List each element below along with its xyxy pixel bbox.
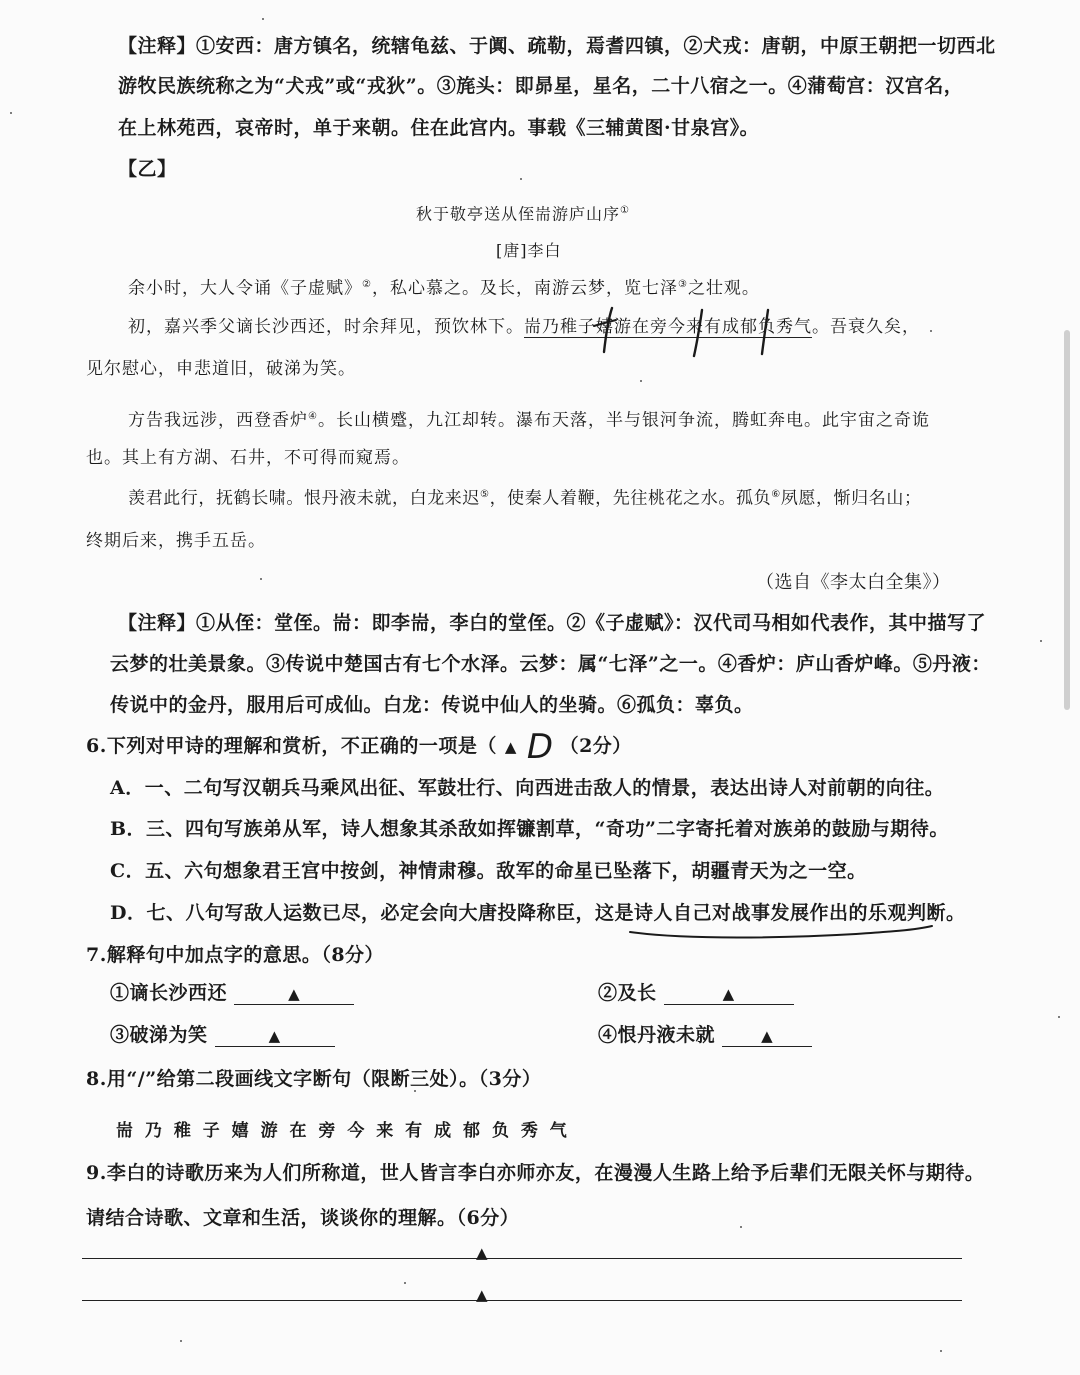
q7-answer-blank-2[interactable]: ▲ xyxy=(664,983,794,1005)
q9-answer-line-1[interactable] xyxy=(82,1258,962,1259)
scan-speck xyxy=(1058,1016,1060,1018)
scan-speck xyxy=(740,1226,742,1228)
passage-source: （选自《李太白全集》） xyxy=(756,572,951,593)
passage-author: [唐]李白 xyxy=(496,241,562,260)
yi-note-line-1: 【注释】①从侄：堂侄。耑：即李耑，李白的堂侄。②《子虚赋》：汉代司马相如代表作，其中描写了 xyxy=(118,612,987,634)
jia-note-line-2: 游牧民族统称之为“犬戎”或“戎狄”。③旄头：即昴星，星名，二十八宿之一。④蒲萄宫：汉宫名， xyxy=(118,75,964,97)
scan-speck xyxy=(404,1282,406,1284)
handwritten-slash-marks xyxy=(590,300,790,360)
handwritten-answer: D xyxy=(526,727,554,767)
yi-note-line-3: 传说中的金丹，服用后可成仙。白龙：传说中仙人的坐骑。⑥孤负：辜负。 xyxy=(110,694,754,716)
section-label-yi: 【乙】 xyxy=(118,158,177,180)
q7-item-2: ②及长 ▲ xyxy=(598,980,794,1006)
scrollbar[interactable] xyxy=(1064,330,1070,710)
passage-paragraph-4-line-1: 羡君此行，抚鹤长啸。恨丹液未就，白龙来迟⑤，使秦人着鞭，先往桃花之水。孤负⑥夙愿，惭归名山； xyxy=(128,488,922,509)
scan-speck xyxy=(940,1350,942,1352)
jia-note-line-3: 在上林苑西，哀帝时，单于来朝。住在此宫内。事载《三辅黄图·甘泉宫》。 xyxy=(118,117,760,139)
scan-speck xyxy=(180,1340,182,1342)
scan-speck xyxy=(520,178,522,180)
q6-option-d: D．七、八句写敌人运数已尽，必定会向大唐投降称臣，这是诗人自己对战事发展作出的乐观判断。 xyxy=(110,902,966,924)
q6-option-b: B．三、四句写族弟从军，诗人想象其杀敌如挥镰割草，“奇功”二字寄托着对族弟的鼓励与期待。 xyxy=(110,818,949,840)
answer-marker: ▲ xyxy=(504,738,517,756)
q7-answer-blank-4[interactable]: ▲ xyxy=(722,1025,812,1047)
yi-note-line-2: 云梦的壮美景象。③传说中楚国古有七个水泽。云梦：属“七泽”之一。④香炉：庐山香炉峰。⑤丹液： xyxy=(110,653,991,675)
passage-paragraph-2-line-1: 初，嘉兴季父谪长沙西还，时余拜见，预饮林下。耑乃稚子嬉游在旁今来有成郁负秀气。吾衰久矣， xyxy=(128,317,920,337)
q6-option-c: C．五、六句想象君王宫中按剑，神情肃穆。敌军的命星已坠落下，胡疆青天为之一空。 xyxy=(110,860,867,882)
scan-speck xyxy=(262,18,264,20)
q8-sentence-chars: 耑 乃 稚 子 嬉 游 在 旁 今 来 有 成 郁 负 秀 气 xyxy=(116,1121,570,1141)
passage-paragraph-2-line-2: 见尔慰心，申悲道旧，破涕为笑。 xyxy=(86,359,356,379)
q6-option-d-underlined: 这是诗人自己对战事发展作出的乐观判断 xyxy=(594,902,946,924)
passage-paragraph-1: 余小时，大人令诵《子虚赋》②，私心慕之。及长，南游云梦，览七泽③之壮观。 xyxy=(128,278,760,299)
q9-answer-marker-1: ▲ xyxy=(476,1244,489,1262)
passage-title: 秋于敬亭送从侄耑游庐山序① xyxy=(416,204,630,224)
q9-answer-line-2[interactable] xyxy=(82,1300,962,1301)
scan-speck xyxy=(930,330,932,332)
scan-speck xyxy=(260,578,262,580)
q7-item-3: ③破涕为笑 ▲ xyxy=(110,1022,335,1048)
question-7-stem: 7.解释句中加点字的意思。（8分） xyxy=(86,944,385,966)
passage-paragraph-3-line-1: 方告我远涉，西登香炉④。长山横蹙，九江却转。瀑布天落，半与银河争流，腾虹奔电。此宇宙之奇诡 xyxy=(128,410,930,431)
passage-paragraph-3-line-2: 也。其上有方湖、石井，不可得而窥焉。 xyxy=(86,448,410,468)
q7-item-4: ④恨丹液未就 ▲ xyxy=(598,1022,812,1048)
q7-answer-blank-1[interactable]: ▲ xyxy=(234,983,354,1005)
handwritten-underline xyxy=(626,918,936,942)
scan-speck xyxy=(640,380,642,382)
question-9-line-2: 请结合诗歌、文章和生活，谈谈你的理解。（6分） xyxy=(86,1207,520,1229)
underlined-passage: 耑乃稚子嬉游在旁今来有成郁负秀气 xyxy=(524,317,812,337)
passage-paragraph-4-line-2: 终期后来，携手五岳。 xyxy=(86,531,266,551)
question-8-stem: 8.用“/”给第二段画线文字断句（限断三处）。（3分） xyxy=(86,1068,542,1090)
scan-speck xyxy=(414,1090,416,1092)
q7-answer-blank-3[interactable]: ▲ xyxy=(215,1025,335,1047)
q6-option-a: A．一、二句写汉朝兵马乘风出征、军鼓壮行、向西进击敌人的情景，表达出诗人对前朝的向往。 xyxy=(110,777,945,799)
question-9-line-1: 9.李白的诗歌历来为人们所称道，世人皆言李白亦师亦友，在漫漫人生路上给予后辈们无限关怀与期待。 xyxy=(86,1162,985,1184)
scan-speck xyxy=(10,112,12,114)
jia-note-line-1: 【注释】①安西：唐方镇名，统辖龟兹、于阗、疏勒，焉耆四镇，②犬戎：唐朝，中原王朝把一切西北 xyxy=(118,35,996,57)
q7-item-1: ①谪长沙西还 ▲ xyxy=(110,980,354,1006)
question-6-stem: 6.下列对甲诗的理解和赏析，不正确的一项是（ ▲ D （2分） xyxy=(86,727,632,767)
q9-answer-marker-2: ▲ xyxy=(476,1286,489,1304)
scan-speck xyxy=(1040,640,1042,642)
